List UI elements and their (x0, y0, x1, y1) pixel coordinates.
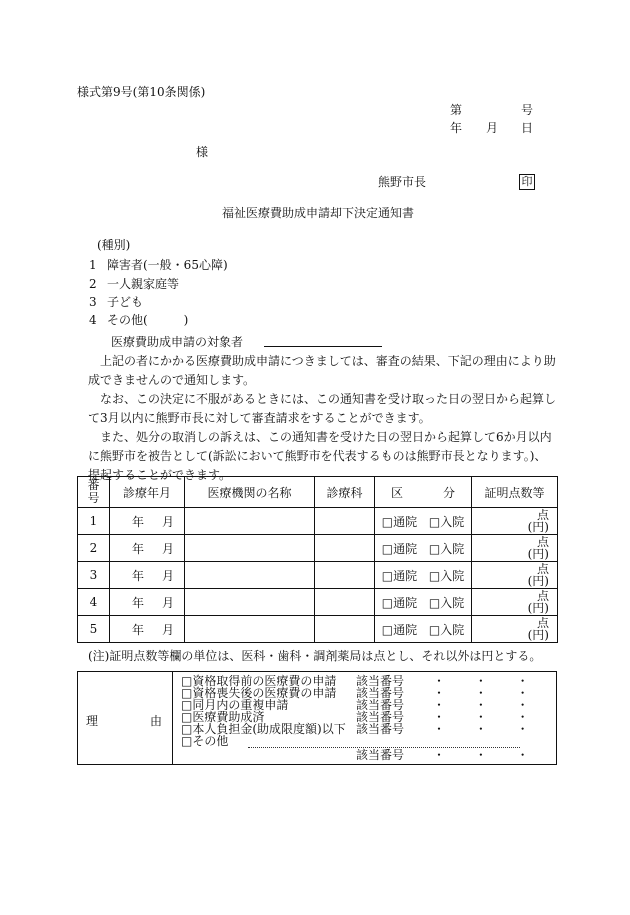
subject-label: 医療費助成申請の対象者 (111, 335, 244, 349)
row-institution[interactable] (185, 562, 315, 589)
reason-other-dots: ・ ・ ・ (433, 748, 529, 762)
reason-dots-2: ・ ・ ・ (433, 686, 529, 700)
reason-section (77, 671, 557, 765)
inpatient-checkbox[interactable]: □入院 (428, 541, 465, 556)
row-points[interactable]: 点 (円) (472, 589, 558, 616)
table-note: (注)証明点数等欄の単位は、医科・歯科・調剤薬局は点とし、それ以外は円とする。 (88, 649, 542, 663)
table-header-row (78, 477, 558, 508)
header-treatment-date: 診療年月 (110, 477, 185, 508)
row-institution[interactable] (185, 589, 315, 616)
body-paragraph-1: 上記の者にかかる医療費助成申請につきましては、審査の結果、下記の理由により助成できませんので通知します。 (88, 354, 556, 387)
reason-other-no-label: 該当番号 (356, 748, 405, 762)
header-points: 証明点数等 (472, 477, 558, 508)
seal-mark: 印 (519, 174, 535, 190)
row-number: 1 (78, 508, 110, 535)
reason-dots-4: ・ ・ ・ (433, 710, 529, 724)
document-title: 福祉医療費助成申請却下決定通知書 (222, 206, 415, 220)
inpatient-checkbox[interactable]: □入院 (428, 568, 465, 583)
table-row (78, 589, 558, 616)
outpatient-checkbox[interactable]: □通院 (381, 568, 418, 583)
reason-option-1[interactable]: □資格取得前の医療費の申請 (181, 674, 337, 688)
form-number: 様式第9号(第10条関係) (77, 85, 206, 99)
row-date: 年 月 (110, 589, 185, 616)
reason-option-3[interactable]: □同月内の重複申請 (181, 698, 289, 712)
row-category[interactable] (375, 562, 472, 589)
category-item-4: その他( ) (107, 313, 189, 327)
table-row (78, 616, 558, 643)
reason-option-4[interactable]: □医療費助成済 (181, 710, 265, 724)
header-department: 診療科 (315, 477, 375, 508)
inpatient-checkbox[interactable]: □入院 (428, 595, 465, 610)
body-paragraph-3: また、処分の取消しの訴えは、この通知書を受けた日の翌日から起算して6か月以内に熊野市を被告として(訴訟において熊野市を代表するものは熊野市長となります。)、提起することができます。 (88, 430, 552, 482)
row-category[interactable] (375, 616, 472, 643)
row-points[interactable]: 点 (円) (472, 616, 558, 643)
reason-dots-5: ・ ・ ・ (433, 722, 529, 736)
reason-label-b: 由 (150, 714, 163, 728)
row-category[interactable] (375, 589, 472, 616)
row-department[interactable] (315, 535, 375, 562)
row-number: 4 (78, 589, 110, 616)
row-date: 年 月 (110, 562, 185, 589)
reason-no-label-2: 該当番号 (356, 686, 405, 700)
reason-option-5[interactable]: □本人負担金(助成限度額)以下 (181, 722, 346, 736)
reason-label-a: 理 (86, 714, 99, 728)
category-no-3: 3 (89, 295, 97, 309)
row-date: 年 月 (110, 616, 185, 643)
outpatient-checkbox[interactable]: □通院 (381, 514, 418, 529)
category-label: (種別) (97, 238, 131, 252)
reason-option-2[interactable]: □資格喪失後の医療費の申請 (181, 686, 337, 700)
inpatient-checkbox[interactable]: □入院 (428, 514, 465, 529)
reason-no-label-3: 該当番号 (356, 698, 405, 712)
row-institution[interactable] (185, 535, 315, 562)
row-date: 年 月 (110, 508, 185, 535)
row-category[interactable] (375, 508, 472, 535)
subject-name-line (264, 346, 382, 347)
header-category: 区 分 (375, 477, 472, 508)
row-department[interactable] (315, 562, 375, 589)
header-number: 番 号 (78, 477, 110, 508)
recipient-honorific: 様 (196, 145, 209, 159)
inpatient-checkbox[interactable]: □入院 (428, 622, 465, 637)
number-suffix: 号 (521, 103, 534, 117)
date-year: 年 (450, 121, 463, 135)
reason-option-6[interactable]: □その他 (181, 734, 229, 748)
row-points[interactable]: 点 (円) (472, 535, 558, 562)
category-no-2: 2 (89, 277, 97, 291)
category-item-3: 子ども (107, 295, 144, 309)
outpatient-checkbox[interactable]: □通院 (381, 541, 418, 556)
outpatient-checkbox[interactable]: □通院 (381, 622, 418, 637)
category-no-4: 4 (89, 313, 97, 327)
body-paragraph-2: なお、この決定に不服があるときには、この通知書を受け取った日の翌日から起算して3月以内に熊野市長に対して審査請求をすることができます。 (88, 392, 557, 425)
table-row (78, 562, 558, 589)
number-prefix: 第 (450, 103, 463, 117)
row-department[interactable] (315, 589, 375, 616)
category-item-1: 障害者(一般・65心障) (107, 258, 228, 272)
category-no-1: 1 (89, 258, 97, 272)
header-institution: 医療機関の名称 (185, 477, 315, 508)
claims-table (77, 476, 558, 643)
outpatient-checkbox[interactable]: □通院 (381, 595, 418, 610)
reason-no-label-1: 該当番号 (356, 674, 405, 688)
reason-dots-1: ・ ・ ・ (433, 674, 529, 688)
table-row (78, 535, 558, 562)
reason-dots-3: ・ ・ ・ (433, 698, 529, 712)
row-institution[interactable] (185, 616, 315, 643)
row-points[interactable]: 点 (円) (472, 508, 558, 535)
reason-no-label-5: 該当番号 (356, 722, 405, 736)
row-number: 3 (78, 562, 110, 589)
row-date: 年 月 (110, 535, 185, 562)
row-points[interactable]: 点 (円) (472, 562, 558, 589)
reason-no-label-4: 該当番号 (356, 710, 405, 724)
category-item-2: 一人親家庭等 (107, 277, 180, 291)
table-row (78, 508, 558, 535)
date-day: 日 (521, 121, 534, 135)
reason-label-cell (78, 672, 173, 764)
date-month: 月 (486, 121, 499, 135)
row-category[interactable] (375, 535, 472, 562)
body-text (88, 352, 558, 485)
row-institution[interactable] (185, 508, 315, 535)
row-number: 5 (78, 616, 110, 643)
issuer-name: 熊野市長 (378, 175, 427, 189)
row-number: 2 (78, 535, 110, 562)
row-department[interactable] (315, 616, 375, 643)
row-department[interactable] (315, 508, 375, 535)
